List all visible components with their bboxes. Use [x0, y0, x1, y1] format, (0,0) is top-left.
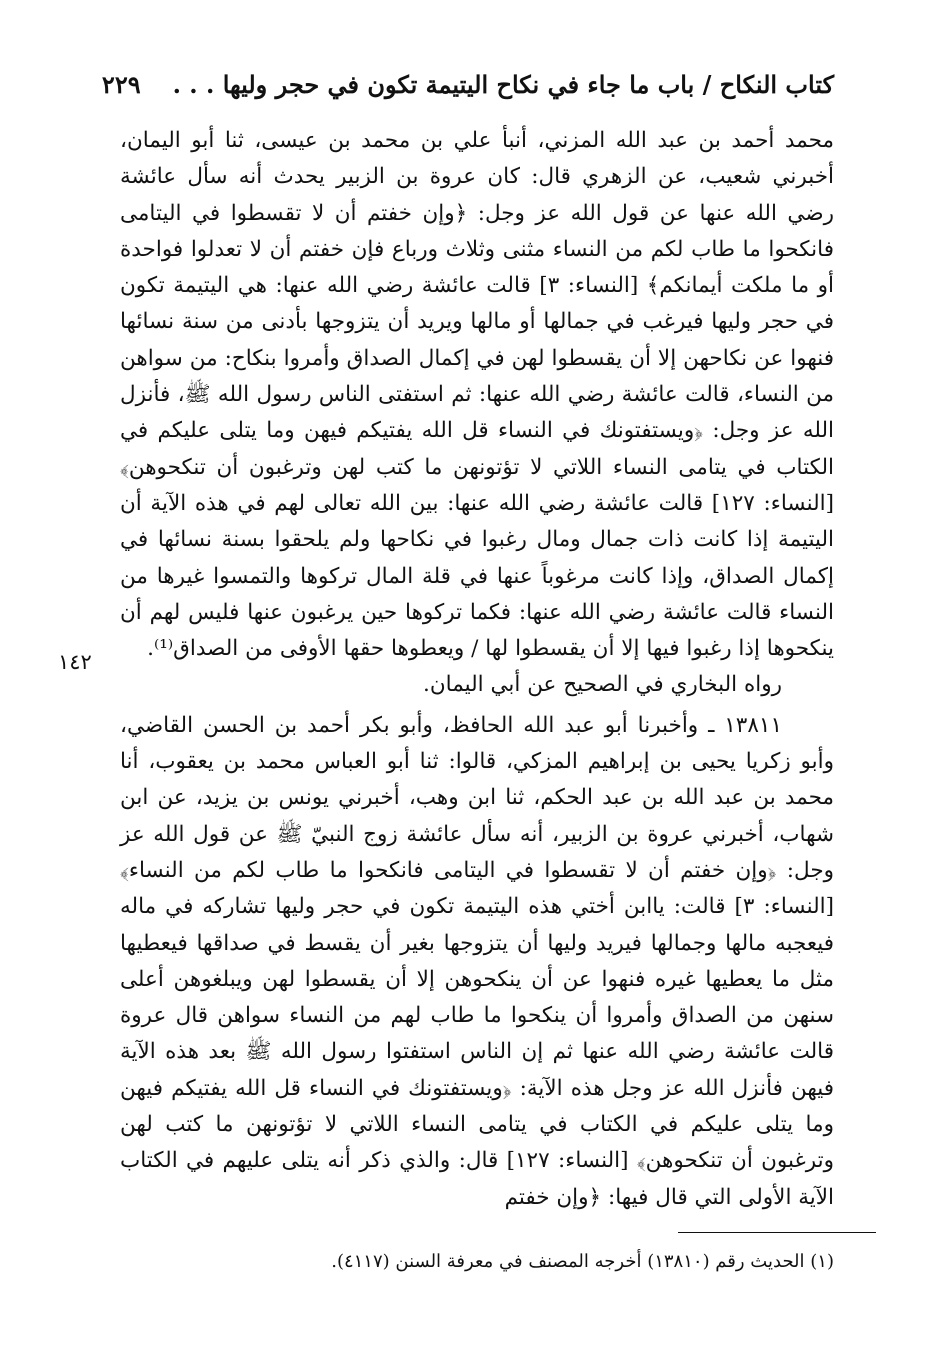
footnote-separator	[678, 1232, 876, 1233]
main-text	[120, 123, 834, 1216]
page-number: ٢٢٩	[101, 69, 141, 99]
footnote: (١) الحديث رقم (١٣٨١٠) أخرجه المصنف في معرفة السنن (٤١١٧).	[331, 1251, 834, 1272]
paragraph-3: ١٣٨١١ ـ وأخبرنا أبو عبد الله الحافظ، وأبو بكر أحمد بن الحسن القاضي، وأبو زكريا يحيى بن إبراهيم المزكي، قالوا: ثنا أبو العباس محمد بن يعقوب، أنا محمد بن عبد الله بن عبد الحكم، ثنا ابن وهب، أخبرني يونس بن يزيد، عن ابن شهاب، أخبرني عروة بن الزبير، أنه سأل عائشة زوج النبيّ ﷺ عن قول الله عز وجل: ﴿وإن خفتم أن لا تقسطوا في اليتامى فانكحوا ما طاب لكم من النساء﴾ [النساء: ٣] قالت: ياابن أختي هذه اليتيمة تكون في حجر وليها تشاركه في ماله فيعجبه مالها وجمالها فيريد وليها أن يتزوجها بغير أن يقسط في صداقها فيعطيها مثل ما يعطيها غيره فنهوا عن أن ينكحوهن إلا أن يقسطوا لهن ويبلغوهن أعلى سنهن من الصداق وأمروا أن ينكحوا ما طاب لهم من النساء سواهن قال عروة قالت عائشة رضي الله عنها ثم إن الناس استفتوا رسول الله ﷺ بعد هذه الآية فيهن فأنزل الله عز وجل هذه الآية: ﴿ويستفتونك في النساء قل الله يفتيكم فيهن وما يتلى عليكم في الكتاب في يتامى النساء اللاتي لا تؤتونهن ما كتب لهن وترغبون أن تنكحوهن﴾ [النساء: ١٢٧] قال: والذي ذكر أنه يتلى عليهم في الكتاب الآية الأولى التي قال فيها: ﴿وإن خفتم	[120, 712, 834, 1210]
running-header	[101, 62, 834, 106]
margin-page-marker: ١٤٢	[58, 650, 92, 674]
header-title: كتاب النكاح / باب ما جاء في نكاح اليتيمة تكون في حجر وليها . . .	[172, 69, 834, 99]
paragraph-2: رواه البخاري في الصحيح عن أبي اليمان.	[423, 672, 782, 698]
paragraph-1: محمد أحمد بن عبد الله المزني، أنبأ علي بن محمد بن عيسى، ثنا أبو اليمان، أخبرني شعيب، عن الزهري قال: كان عروة بن الزبير يحدث أنه سأل عائشة رضي الله عنها عن قول الله عز وجل: ﴿وإن خفتم أن لا تقسطوا في اليتامى فانكحوا ما طاب لكم من النساء مثنى وثلاث ورباع فإن خفتم أن لا تعدلوا فواحدة أو ما ملكت أيمانكم﴾ [النساء: ٣] قالت عائشة رضي الله عنها: هي اليتيمة تكون في حجر وليها فيرغب في جمالها أو مالها ويريد أن يتزوجها بأدنى من سنة نسائها فنهوا عن نكاحهن إلا أن يقسطوا لهن في إكمال الصداق وأمروا بنكاح: من سواهن من النساء، قالت عائشة رضي الله عنها: ثم استفتى الناس رسول الله ﷺ، فأنزل الله عز وجل: ﴿ويستفتونك في النساء قل الله يفتيكم فيهن وما يتلى عليكم في الكتاب في يتامى النساء اللاتي لا تؤتونهن ما كتب لهن وترغبون أن تنكحوهن﴾ [النساء: ١٢٧] قالت عائشة رضي الله عنها: بين الله تعالى لهم في هذه الآية أن اليتيمة إذا كانت ذات جمال ومال رغبوا في نكاحها ولم يلحقوا بسنة نسائها في إكمال الصداق، وإذا كانت مرغوباً عنها في قلة المال تركوها والتمسوا غيرها من النساء قالت عائشة رضي الله عنها: فكما تركوها حين يرغبون عنها فليس لهم أن ينكحوها إذا رغبوا فيها إلا أن يقسطوا لها / ويعطوها حقها الأوفى من الصداق⁽¹⁾.	[120, 128, 834, 662]
